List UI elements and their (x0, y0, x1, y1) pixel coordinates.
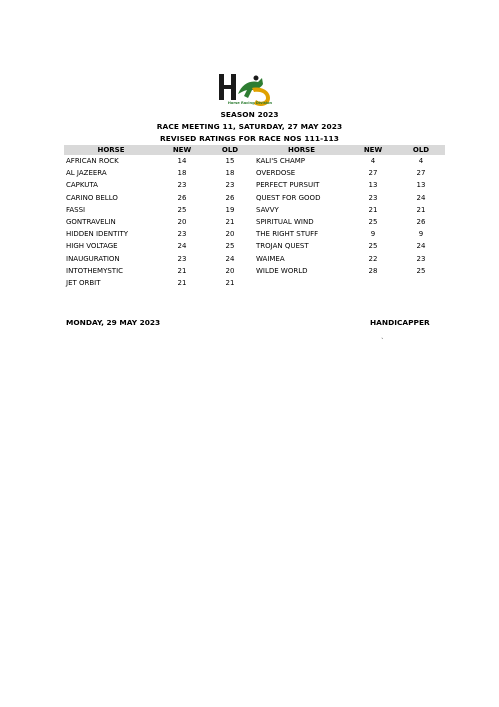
old-rating: 24 (416, 242, 426, 251)
horse-name: SAVVY (256, 205, 279, 214)
col-new-left: NEW (158, 145, 206, 155)
new-rating: 23 (177, 254, 187, 263)
footer-date: MONDAY, 29 MAY 2023 (66, 318, 161, 327)
table-row (64, 155, 445, 167)
horse-name: PERFECT PURSUIT (256, 181, 320, 190)
season-title: SEASON 2023 (220, 110, 279, 119)
table-row (64, 216, 445, 228)
ratings-subtitle: REVISED RATINGS FOR RACE NOS 111-113 (159, 134, 339, 143)
ratings-table (64, 145, 445, 289)
meeting-title: RACE MEETING 11, SATURDAY, 27 MAY 2023 (156, 122, 343, 131)
old-rating: 21 (225, 278, 235, 287)
new-rating: 18 (177, 169, 187, 178)
horse-name: JET ORBIT (66, 278, 101, 287)
new-rating: 25 (177, 205, 187, 214)
table-row (64, 179, 445, 191)
new-rating: 23 (177, 181, 187, 190)
col-horse-left: HORSE (64, 145, 158, 155)
old-rating: 21 (225, 218, 235, 227)
horse-name: KALI'S CHAMP (256, 157, 306, 166)
horse-name: HIDDEN IDENTITY (66, 230, 128, 239)
new-rating: 13 (368, 181, 378, 190)
old-rating: 27 (416, 169, 426, 178)
col-new-right: NEW (349, 145, 397, 155)
new-rating: 9 (370, 230, 376, 239)
old-rating: 24 (225, 254, 235, 263)
new-rating: 23 (177, 230, 187, 239)
new-rating: 25 (368, 218, 378, 227)
table-header-row (64, 145, 445, 155)
table-row (64, 277, 445, 289)
horse-name: SPIRITUAL WIND (256, 218, 314, 227)
old-rating: 25 (225, 242, 235, 251)
old-rating: 19 (225, 205, 235, 214)
table-row (64, 167, 445, 179)
new-rating: 4 (370, 157, 376, 166)
old-rating: 20 (225, 266, 235, 275)
old-rating: 13 (416, 181, 426, 190)
horse-name: AFRICAN ROCK (66, 157, 119, 166)
old-rating (397, 277, 445, 289)
old-rating: 26 (416, 218, 426, 227)
horse-name: FASSI (66, 205, 86, 214)
col-old-right: OLD (397, 145, 445, 155)
old-rating: 24 (416, 193, 426, 202)
new-rating: 14 (177, 157, 187, 166)
new-rating: 25 (368, 242, 378, 251)
table-row (64, 192, 445, 204)
old-rating: 26 (225, 193, 235, 202)
col-old-left: OLD (206, 145, 254, 155)
new-rating: 23 (368, 193, 378, 202)
new-rating: 24 (177, 242, 187, 251)
old-rating: 21 (416, 205, 426, 214)
new-rating: 21 (368, 205, 378, 214)
horse-name: AL JAZEERA (66, 169, 107, 178)
horse-name: THE RIGHT STUFF (256, 230, 319, 239)
table-row (64, 204, 445, 216)
horse-name: OVERDOSE (256, 169, 296, 178)
horse-name: GONTRAVELIN (66, 218, 116, 227)
horse-name: CARINO BELLO (66, 193, 118, 202)
horse-name: QUEST FOR GOOD (256, 193, 321, 202)
new-rating: 26 (177, 193, 187, 202)
table-row (64, 253, 445, 265)
horse-racing-division-logo (216, 72, 276, 112)
new-rating: 21 (177, 278, 187, 287)
new-rating: 21 (177, 266, 187, 275)
old-rating: 4 (418, 157, 424, 166)
new-rating: 20 (177, 218, 187, 227)
horse-name: WAIMEA (256, 254, 285, 263)
handicapper-signature: HANDICAPPER (370, 318, 430, 327)
col-horse-right: HORSE (254, 145, 349, 155)
new-rating (349, 277, 397, 289)
horse-name: TROJAN QUEST (256, 242, 309, 251)
table-row (64, 228, 445, 240)
horse-name: WILDE WORLD (256, 266, 308, 275)
horse-name: CAPKUTA (66, 181, 98, 190)
horse-name: INTOTHEMYSTIC (66, 266, 124, 275)
new-rating: 27 (368, 169, 378, 178)
table-row (64, 240, 445, 252)
old-rating: 18 (225, 169, 235, 178)
table-row (64, 265, 445, 277)
new-rating: 22 (368, 254, 378, 263)
old-rating: 25 (416, 266, 426, 275)
stray-mark: ` (381, 338, 384, 345)
horse-name (254, 277, 349, 289)
horse-name: INAUGURATION (66, 254, 120, 263)
old-rating: 23 (416, 254, 426, 263)
old-rating: 15 (225, 157, 235, 166)
logo-caption: Horse Racing Division (227, 101, 273, 105)
old-rating: 23 (225, 181, 235, 190)
new-rating: 28 (368, 266, 378, 275)
old-rating: 9 (418, 230, 424, 239)
horse-name: HIGH VOLTAGE (66, 242, 118, 251)
old-rating: 20 (225, 230, 235, 239)
